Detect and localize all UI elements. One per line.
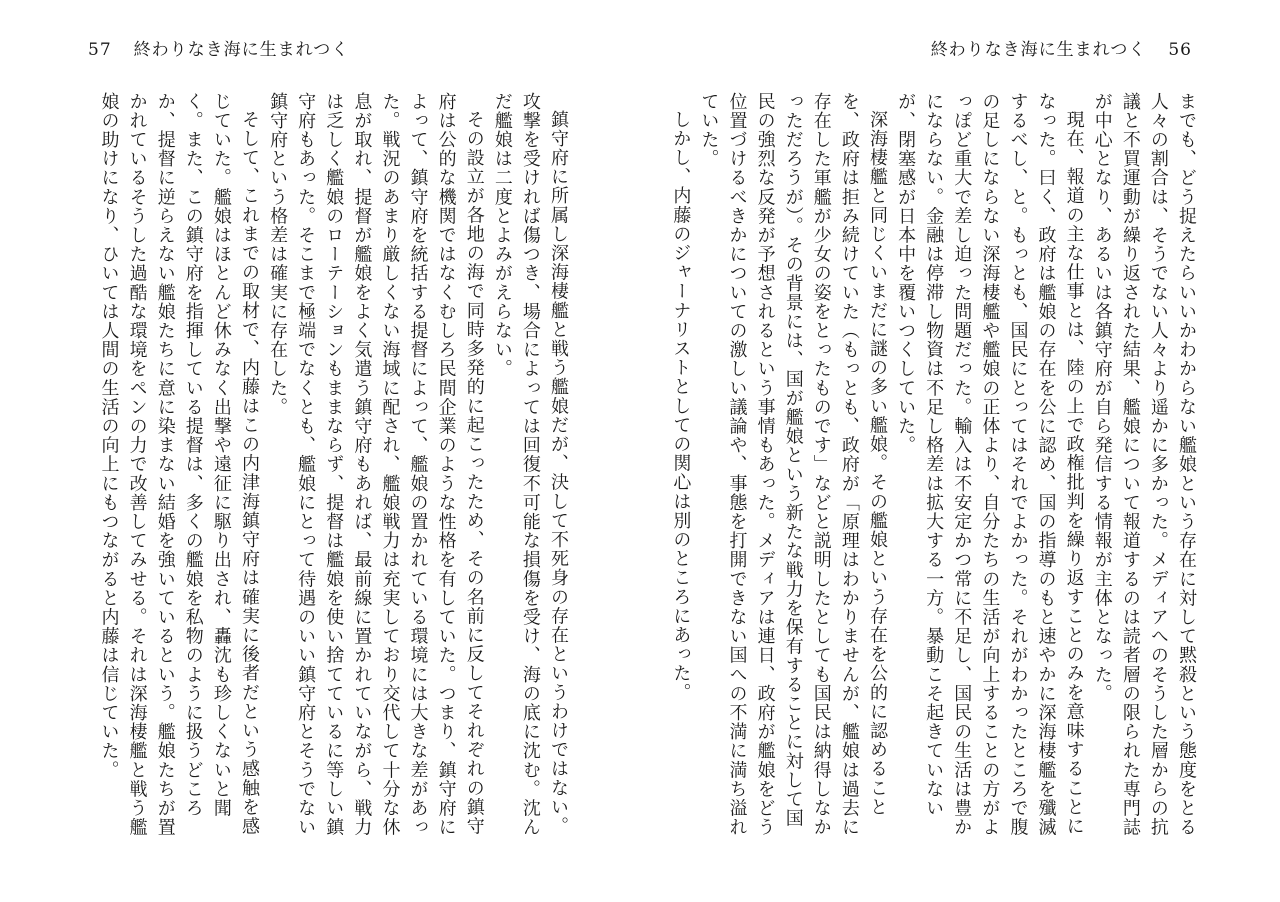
left-page-header [66, 38, 349, 62]
right-page [640, 0, 1280, 902]
page-number: 56 [1168, 40, 1192, 60]
paragraph: 深海棲艦と同じくいまだに謎の多い艦娘。その艦娘という存在を公的に認めることを、政府は拒み続けていた（もっとも、政府が「原理はわかりませんが、艦娘は過去に存在した軍艦が少女の姿をとったものです」などと説明したとしても国民は納得しなかっただろうが）。その背景には、国が艦娘という新たな戦力を保有することに対して国民の強烈な反発が予想されるという事情もあった。メディアは連日、政府が艦娘をどう位置づけるべきかについての激しい議論や、事態を打開できない国への不満に満ち溢れていた。 [698, 92, 888, 837]
right-page-header [931, 38, 1214, 62]
page-number: 57 [88, 40, 112, 60]
paragraph: そして、これまでの取材で、内藤はこの内津海鎮守府は確実に後者だという感触を感じていた。艦娘はほとんど休みなく出撃や遠征に駆り出され、轟沈も珍しくないと聞く。また、この鎮守府を指揮している提督は、多くの艦娘を私物のように扱うどころか、提督に逆らえない艦娘たちに意に染まない結婚を強いているという。艦娘たちが置かれているそうした過酷な環境をペンの力で改善してみせる。それは深海棲艦と戦う艦娘の助けになり、ひいては人間の生活の向上にもつながると内藤は信じていた。 [98, 92, 260, 837]
running-title: 終わりなき海に生まれつく [133, 40, 350, 60]
paragraph-continued: までも、どう捉えたらいいかわからない艦娘という存在に対して黙殺という態度をとる人々の割合は、そうでない人々より遥かに多かった。メディアへのそうした層からの抗議と不買運動が繰り返された結果、艦娘について報道するのは読者層の限られた専門誌が中心となり、あるいは各鎮守府が自ら発信する情報が主体となった。 [1091, 92, 1197, 837]
right-page-body [670, 92, 1200, 842]
paragraph: しかし、内藤のジャーナリストとしての関心は別のところにあった。 [670, 110, 692, 703]
paragraph: その設立が各地の海で同時多発的に起こったため、その名前に反してそれぞれの鎮守府は公的な機関ではなくむしろ民間企業のような性格を有していた。つまり、鎮守府によって、鎮守府を統括する提督によって、艦娘の置かれている環境には大きな差があった。戦況のあまり厳しくない海域に配され、艦娘戦力は充実しており交代して十分な休息が取れ、提督が艦娘をよく気遣う鎮守府もあれば、最前線に置かれていながら、戦力は乏しく艦娘のローテーションもままならず、提督は艦娘を使い捨てているに等しい鎮守府もあった。そこまで極端でなくとも、艦娘にとって待遇のいい鎮守府とそうでない鎮守府という格差は確実に存在した。 [267, 92, 485, 837]
paragraph: 鎮守府に所属し深海棲艦と戦う艦娘だが、決して不死身の存在というわけではない。攻撃を受ければ傷つき、場合によっては回復不可能な損傷を受け、海の底に沈む。沈んだ艦娘は二度とよみがえらない。 [491, 92, 569, 837]
left-page-body [92, 92, 572, 842]
paragraph: 現在、報道の主な仕事とは、陸の上で政権批判を繰り返すことのみを意味することになった。曰く、政府は艦娘の存在を公に認め、国の指導のもと速やかに深海棲艦を殲滅するべし、と。もっとも、国民にとってはそれでよかった。それがわかったところで腹の足しにならない深海棲艦や艦娘の正体より、自分たちの生活が向上することの方がよっぽど重大で差し迫った問題だった。輸入は不安定かつ常に不足し、国民の生活は豊かにならない。金融は停滞し物資は不足し格差は拡大する一方。暴動こそ起きていないが、閉塞感が日本中を覆いつくしていた。 [895, 92, 1085, 837]
running-title: 終わりなき海に生まれつく [930, 40, 1147, 60]
